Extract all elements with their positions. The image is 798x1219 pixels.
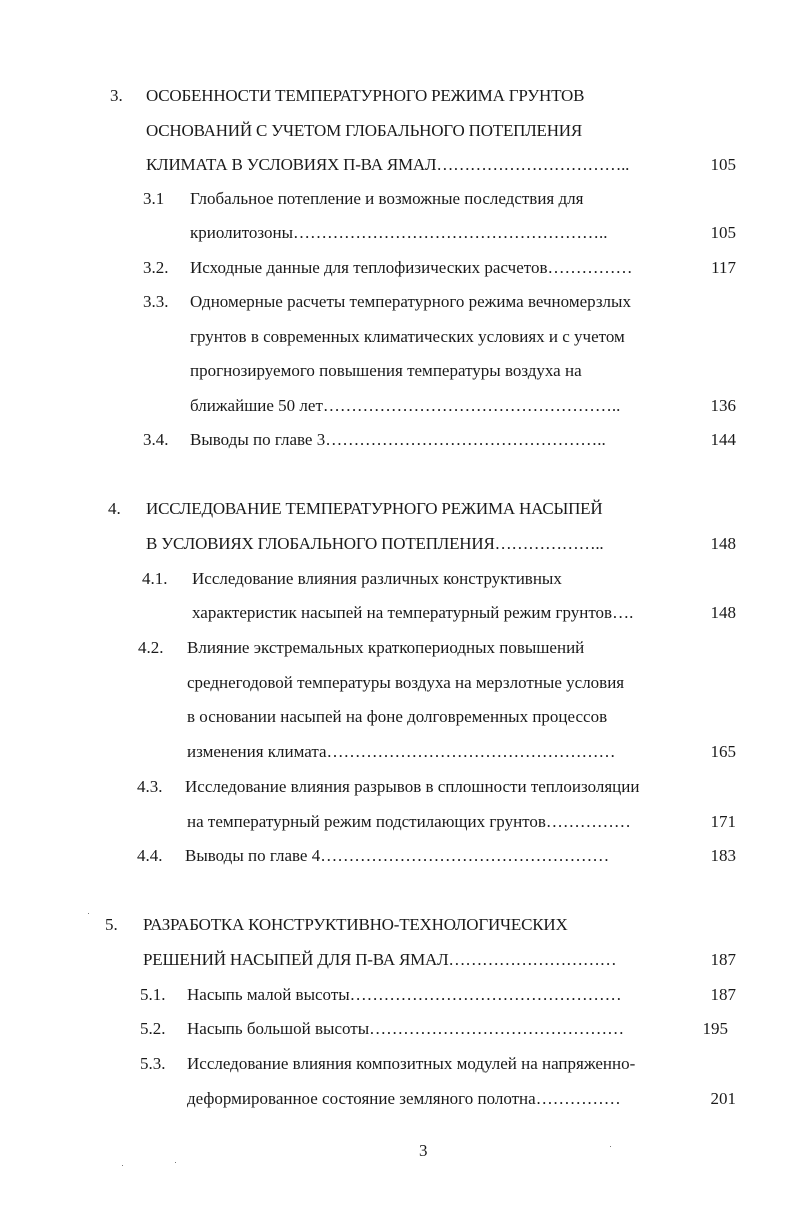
page-ref: 117 <box>711 258 736 277</box>
section-title-line: деформированное состояние земляного полотна…………… <box>187 1089 621 1108</box>
section-number: 5.1. <box>140 985 166 1004</box>
page-ref: 148 <box>710 603 736 622</box>
page-ref: 171 <box>710 812 736 831</box>
section-number: 4.4. <box>137 846 163 865</box>
section-title-line: прогнозируемого повышения температуры воздуха на <box>190 361 582 380</box>
page-ref: 144 <box>710 430 736 449</box>
section-number: 5.2. <box>140 1019 166 1038</box>
section-title-line: изменения климата…………………………………………… <box>187 742 616 761</box>
scan-speck <box>88 913 89 914</box>
section-number: 5.3. <box>140 1054 166 1073</box>
chapter-title-line: РАЗРАБОТКА КОНСТРУКТИВНО-ТЕХНОЛОГИЧЕСКИХ <box>143 915 568 934</box>
section-title-line: Насыпь малой высоты………………………………………… <box>187 985 622 1004</box>
section-title-line: Исходные данные для теплофизических расчетов…………… <box>190 258 633 277</box>
section-title-line: Исследование влияния разрывов в сплошности теплоизоляции <box>185 777 640 796</box>
chapter-number: 4. <box>108 499 121 518</box>
scan-speck <box>175 1162 176 1163</box>
scan-speck <box>122 1165 123 1166</box>
page-ref: 201 <box>710 1089 736 1108</box>
chapter-number: 3. <box>110 86 123 105</box>
page-ref: 187 <box>710 985 736 1004</box>
section-number: 4.2. <box>138 638 164 657</box>
page-ref: 165 <box>710 742 736 761</box>
page-ref: 105 <box>710 223 736 242</box>
section-title-line: характеристик насыпей на температурный режим грунтов…. <box>192 603 634 622</box>
section-title-line: Глобальное потепление и возможные последствия для <box>190 189 584 208</box>
section-number: 3.3. <box>143 292 169 311</box>
section-number: 4.3. <box>137 777 163 796</box>
scan-speck <box>610 1146 611 1147</box>
section-title-line: среднегодовой температуры воздуха на мерзлотные условия <box>187 673 625 692</box>
section-title-line: грунтов в современных климатических условиях и с учетом <box>190 327 625 346</box>
chapter-title-line: ОСОБЕННОСТИ ТЕМПЕРАТУРНОГО РЕЖИМА ГРУНТОВ <box>146 86 585 105</box>
page-ref: 187 <box>710 950 736 969</box>
chapter-title-line: В УСЛОВИЯХ ГЛОБАЛЬНОГО ПОТЕПЛЕНИЯ……………….. <box>146 534 604 553</box>
chapter-title-line: ОСНОВАНИЙ С УЧЕТОМ ГЛОБАЛЬНОГО ПОТЕПЛЕНИЯ <box>146 121 583 140</box>
section-title-line: в основании насыпей на фоне долговременных процессов <box>187 707 608 726</box>
section-title-line: на температурный режим подстилающих грунтов…………… <box>187 812 631 831</box>
section-number: 3.2. <box>143 258 169 277</box>
section-title-line: Исследование влияния различных конструктивных <box>192 569 562 588</box>
section-number: 4.1. <box>142 569 168 588</box>
page-ref: 183 <box>710 846 736 865</box>
section-title-line: криолитозоны……………………………………………….. <box>190 223 608 242</box>
section-number: 3.1 <box>143 189 165 208</box>
chapter-number: 5. <box>105 915 118 934</box>
chapter-title-line: ИССЛЕДОВАНИЕ ТЕМПЕРАТУРНОГО РЕЖИМА НАСЫПЕЙ <box>146 499 603 518</box>
section-title-line: Выводы по главе 3………………………………………….. <box>190 430 606 449</box>
section-number: 3.4. <box>143 430 169 449</box>
page-number: 3 <box>419 1141 428 1160</box>
section-title-line: Насыпь большой высоты……………………………………… <box>187 1019 625 1038</box>
page-ref: 136 <box>710 396 736 415</box>
page-ref: 195 <box>702 1019 728 1038</box>
section-title-line: Влияние экстремальных краткопериодных повышений <box>187 638 585 657</box>
section-title-line: Одномерные расчеты температурного режима вечномерзлых <box>190 292 631 311</box>
section-title-line: ближайшие 50 лет…………………………………………….. <box>190 396 621 415</box>
chapter-title-line: РЕШЕНИЙ НАСЫПЕЙ ДЛЯ П-ВА ЯМАЛ………………………… <box>143 950 617 969</box>
page-ref: 148 <box>710 534 736 553</box>
section-title-line: Исследование влияния композитных модулей на напряженно- <box>187 1054 636 1073</box>
page-ref: 105 <box>710 155 736 174</box>
chapter-title-line: КЛИМАТА В УСЛОВИЯХ П-ВА ЯМАЛ…………………………….. <box>146 155 630 174</box>
section-title-line: Выводы по главе 4…………………………………………… <box>185 846 610 865</box>
